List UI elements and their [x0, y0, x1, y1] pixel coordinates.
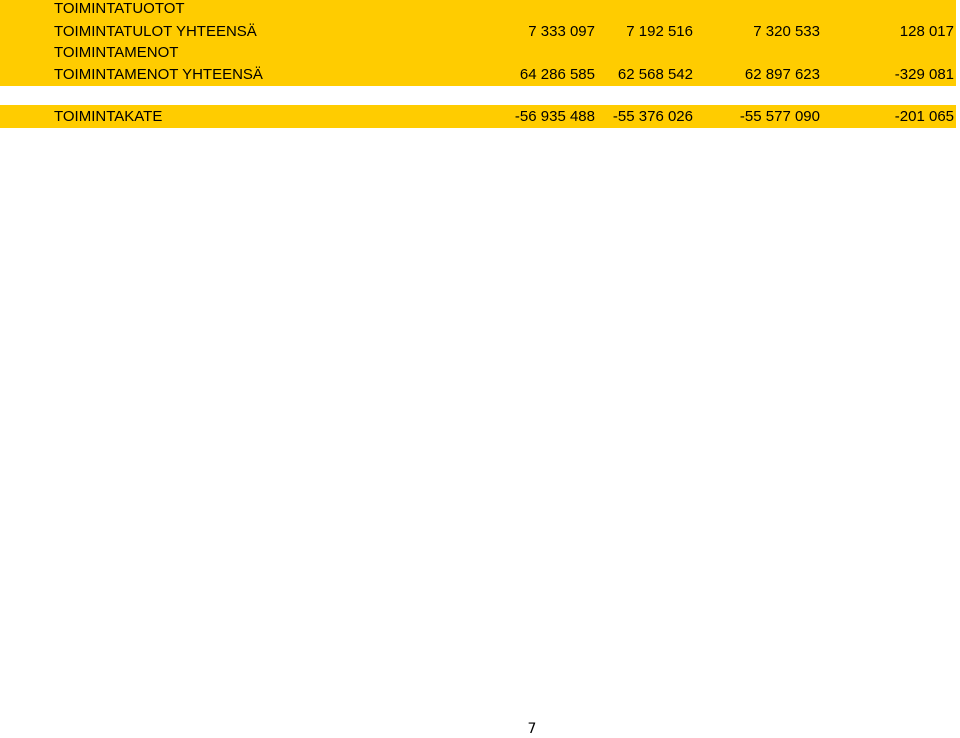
table-row-toimintamenot	[0, 42, 956, 63]
table-row-toimintatulot-yhteensa	[0, 21, 956, 42]
value-col-2: 7 192 516	[626, 23, 693, 40]
row-label: TOIMINTAKATE	[54, 108, 163, 125]
row-label: TOIMINTAMENOT YHTEENSÄ	[54, 66, 263, 83]
value-col-2: 62 568 542	[617, 66, 693, 83]
page-number: 7	[527, 721, 537, 737]
table-row-toimintamenot-yhteensa	[0, 64, 956, 85]
row-label: TOIMINTAMENOT	[54, 44, 179, 61]
value-col-1: 7 333 097	[528, 23, 595, 40]
value-col-4: -201 065	[894, 108, 954, 125]
table-row-toimintakate	[0, 106, 956, 127]
value-col-4: 128 017	[899, 23, 954, 40]
table-row-toimintatuotot	[0, 0, 956, 19]
row-label: TOIMINTATULOT YHTEENSÄ	[54, 23, 257, 40]
value-col-1: -56 935 488	[514, 108, 595, 125]
value-col-1: 64 286 585	[519, 66, 595, 83]
value-col-2: -55 376 026	[612, 108, 693, 125]
value-col-3: 7 320 533	[753, 23, 820, 40]
value-col-3: 62 897 623	[744, 66, 820, 83]
value-col-4: -329 081	[894, 66, 954, 83]
value-col-3: -55 577 090	[739, 108, 820, 125]
row-label: TOIMINTATUOTOT	[54, 0, 185, 17]
